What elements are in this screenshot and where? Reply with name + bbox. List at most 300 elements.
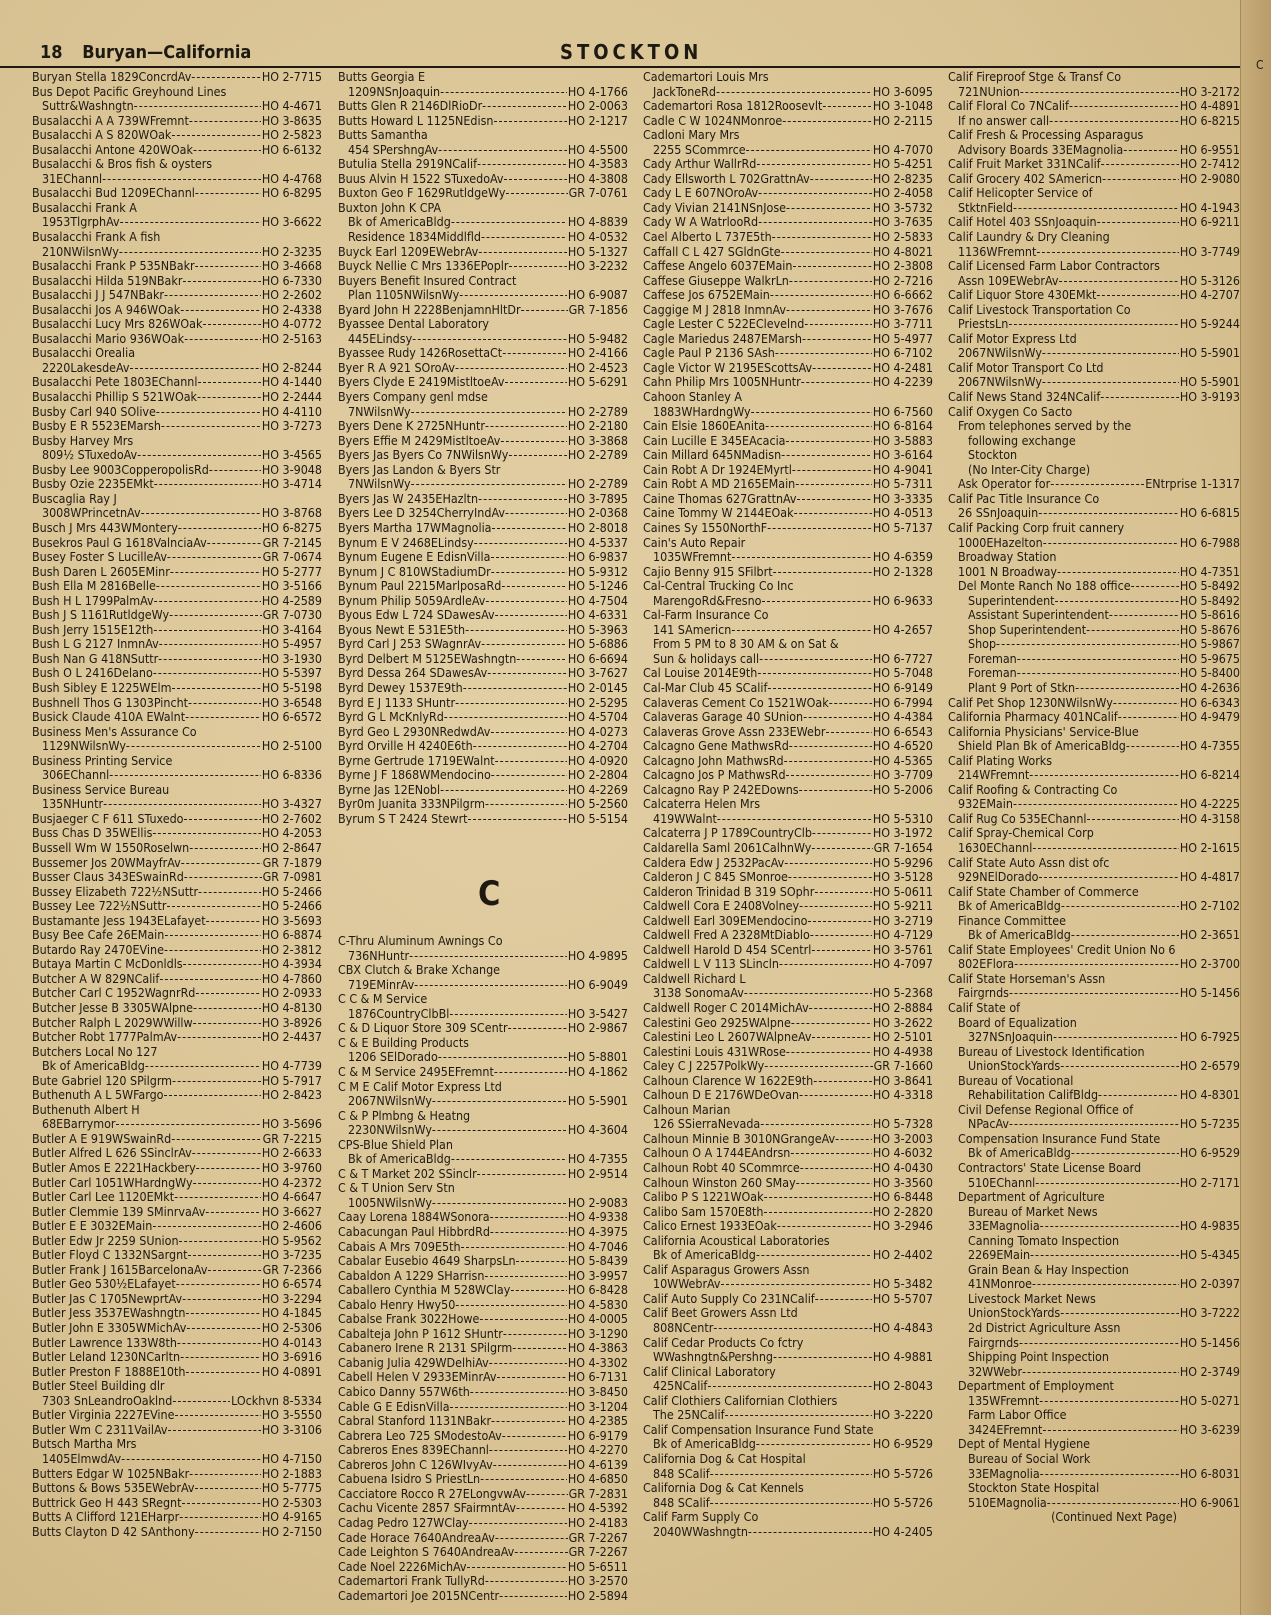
listing-name: Cade Leighton S 7640AndreaAv bbox=[338, 1545, 515, 1560]
listing-row bbox=[32, 390, 322, 405]
phone-number: HO 5-0611 bbox=[872, 884, 933, 899]
leader-dashes bbox=[141, 506, 261, 521]
listing-row bbox=[643, 361, 933, 376]
listing-row bbox=[643, 215, 933, 230]
listing-row bbox=[948, 390, 1240, 405]
leader-dashes bbox=[189, 841, 261, 856]
phone-number: HO 4-0273 bbox=[567, 724, 628, 739]
leader-dashes bbox=[189, 1467, 261, 1482]
listing-name: Byrd Orville H 4240E6th bbox=[338, 739, 473, 754]
listing-row bbox=[948, 870, 1240, 885]
listing-row bbox=[643, 172, 933, 187]
listing-heading: Business Printing Service bbox=[32, 753, 173, 768]
listing-heading: California Dog & Cat Hospital bbox=[643, 1451, 806, 1466]
phone-number: HO 5-9244 bbox=[1179, 317, 1240, 332]
listing-row bbox=[32, 1234, 322, 1249]
phone-number: HO 5-2777 bbox=[261, 564, 322, 579]
phone-number: HO 4-4843 bbox=[872, 1321, 933, 1336]
listing-name: Byrd Geo L 2930NRedwdAv bbox=[338, 724, 491, 739]
phone-number: HO 5-7137 bbox=[872, 520, 933, 535]
listing-name: Butler Lawrence 133W8th bbox=[32, 1335, 177, 1350]
phone-number: HO 4-4768 bbox=[261, 171, 322, 186]
leader-dashes bbox=[174, 1408, 260, 1423]
phone-number: HO 6-8031 bbox=[1179, 1466, 1240, 1481]
listing-heading: Grain Bean & Hay Inspection bbox=[968, 1262, 1129, 1277]
listing-name: Cacciatore Rocco R 27ELongvwAv bbox=[338, 1486, 526, 1501]
listing-name: Caballero Cynthia M 528WClay bbox=[338, 1283, 511, 1298]
listing-row bbox=[32, 637, 322, 652]
phone-number: HO 4-0772 bbox=[261, 317, 322, 332]
leader-dashes bbox=[767, 681, 871, 696]
listing-row bbox=[32, 128, 322, 143]
listing-row bbox=[338, 1327, 628, 1342]
listing-row bbox=[643, 1321, 933, 1336]
listing-name: Byous Edw L 724 SDawesAv bbox=[338, 608, 495, 623]
phone-number: HO 5-8616 bbox=[1179, 608, 1240, 623]
phone-number: HO 6-7994 bbox=[872, 695, 933, 710]
leader-dashes bbox=[781, 448, 872, 463]
listing-name: 214WFremnt bbox=[958, 768, 1030, 783]
listing-row bbox=[32, 608, 322, 623]
listing-row bbox=[643, 259, 933, 274]
phone-number: HO 5-8676 bbox=[1179, 622, 1240, 637]
listing-name: Calhoun Winston 260 SMay bbox=[643, 1175, 796, 1190]
leader-dashes bbox=[1040, 1467, 1179, 1482]
listing-name: Buyck Earl 1209EWebrAv bbox=[338, 244, 479, 259]
leader-dashes bbox=[784, 856, 872, 871]
listing-row bbox=[948, 85, 1240, 100]
listing-name: Calhoun Clarence W 1622E9th bbox=[643, 1073, 814, 1088]
listing-row bbox=[643, 754, 933, 769]
phone-number: HO 4-1440 bbox=[261, 375, 322, 390]
listing-name: Caldera Edw J 2532PacAv bbox=[643, 855, 785, 870]
phone-number: HO 4-4671 bbox=[261, 99, 322, 114]
phone-number: HO 4-2270 bbox=[567, 1443, 628, 1458]
phone-number: HO 3-7711 bbox=[872, 317, 933, 332]
phone-number: HO 2-3812 bbox=[261, 942, 322, 957]
leader-dashes bbox=[826, 725, 872, 740]
listing-heading: Buthenuth Albert H bbox=[32, 1102, 140, 1117]
phone-number: HO 2-3235 bbox=[261, 244, 322, 259]
phone-number: HO 3-7635 bbox=[872, 215, 933, 230]
listing-row bbox=[32, 885, 322, 900]
listing-name: Calico Ernest 1933EOak bbox=[643, 1219, 777, 1234]
listing-row bbox=[32, 579, 322, 594]
listing-row bbox=[32, 768, 322, 783]
leader-dashes bbox=[1100, 390, 1179, 405]
listing-row bbox=[338, 1341, 628, 1356]
listing-name: Butler Wm C 2311VailAv bbox=[32, 1422, 168, 1437]
phone-number: HO 4-7355 bbox=[567, 1152, 628, 1167]
listing-heading: Busalacchi Frank A fish bbox=[32, 230, 161, 245]
leader-dashes bbox=[477, 157, 567, 172]
listing-row bbox=[32, 70, 322, 85]
phone-number: HO 4-2636 bbox=[1179, 680, 1240, 695]
listing-row bbox=[32, 870, 322, 885]
listing-row bbox=[338, 375, 628, 390]
phone-number: HO 4-6647 bbox=[261, 1190, 322, 1205]
phone-number: HO 2-8423 bbox=[261, 1088, 322, 1103]
phone-number: HO 6-7560 bbox=[872, 404, 933, 419]
listing-row bbox=[32, 710, 322, 725]
leader-dashes bbox=[1017, 652, 1179, 667]
phone-number: HO 2-4166 bbox=[567, 346, 628, 361]
leader-dashes bbox=[134, 99, 261, 114]
listing-row bbox=[32, 1452, 322, 1467]
leader-dashes bbox=[469, 1516, 567, 1531]
listing-name: Caffese Angelo 6037EMain bbox=[643, 259, 793, 274]
listing-name: Byrd E J 1133 SHuntr bbox=[338, 695, 456, 710]
listing-row bbox=[338, 550, 628, 565]
leader-dashes bbox=[126, 739, 261, 754]
listing-name: Caggige M J 2818 InmnAv bbox=[643, 302, 787, 317]
leader-dashes bbox=[202, 317, 260, 332]
listing-heading: Calif Clinical Laboratory bbox=[643, 1364, 776, 1379]
listing-name: Cain Elsie 1860EAnita bbox=[643, 419, 766, 434]
phone-number: HO 6-9179 bbox=[567, 1428, 628, 1443]
leader-dashes bbox=[707, 1379, 871, 1394]
listing-name: Calestini Geo 2925WAlpne bbox=[643, 1015, 791, 1030]
listing-name: 510EMagnolia bbox=[968, 1495, 1047, 1510]
phone-number: HO 4-9165 bbox=[261, 1510, 322, 1525]
leader-dashes bbox=[788, 870, 872, 885]
phone-number: HO 2-9867 bbox=[567, 1021, 628, 1036]
phone-number: HO 2-8647 bbox=[261, 840, 322, 855]
listing-name: Plant 9 Port of Stkn bbox=[968, 680, 1076, 695]
leader-dashes bbox=[508, 1021, 567, 1036]
phone-number: HO 5-7048 bbox=[872, 666, 933, 681]
listing-name: 2040WWashngtn bbox=[653, 1524, 748, 1539]
listing-row bbox=[643, 521, 933, 536]
leader-dashes bbox=[799, 1088, 872, 1103]
leader-dashes bbox=[130, 361, 261, 376]
leader-dashes bbox=[171, 128, 260, 143]
listing-row bbox=[948, 99, 1240, 114]
listing-row bbox=[338, 1443, 628, 1458]
listing-row bbox=[32, 259, 322, 274]
listing-name: C & T Market 202 SSinclr bbox=[338, 1166, 477, 1181]
listing-row bbox=[948, 1146, 1240, 1161]
listing-name: Cade Noel 2226MichAv bbox=[338, 1559, 467, 1574]
listing-row bbox=[948, 594, 1240, 609]
listing-name: Butts Glen R 2146DlRioDr bbox=[338, 99, 483, 114]
phone-number: GR 7-2366 bbox=[262, 1262, 322, 1277]
listing-row bbox=[32, 594, 322, 609]
phone-number: HO 4-3158 bbox=[1179, 811, 1240, 826]
phone-number: HO 2-2820 bbox=[872, 1204, 933, 1219]
listing-row bbox=[32, 1263, 322, 1278]
listing-name: 135WFremnt bbox=[968, 1393, 1040, 1408]
leader-dashes bbox=[1038, 870, 1178, 885]
leader-dashes bbox=[195, 1525, 261, 1540]
leader-dashes bbox=[153, 666, 261, 681]
leader-dashes bbox=[490, 1225, 567, 1240]
phone-number: HO 4-4891 bbox=[1179, 99, 1240, 114]
listing-name: 1206 SElDorado bbox=[348, 1050, 438, 1065]
listing-name: Cagle Mariedus 2487EMarsh bbox=[643, 331, 802, 346]
listing-name: Calcagno Ray P 242EDowns bbox=[643, 782, 799, 797]
phone-number: HO 2-7150 bbox=[261, 1524, 322, 1539]
phone-number: HO 2-7602 bbox=[261, 811, 322, 826]
phone-number: GR 7-1660 bbox=[873, 1059, 933, 1074]
phone-number: GR 7-2831 bbox=[568, 1486, 628, 1501]
listing-row bbox=[338, 652, 628, 667]
leader-dashes bbox=[502, 346, 567, 361]
listing-name: Cabreros John C 126WIvyAv bbox=[338, 1457, 493, 1472]
listing-name: Bush Nan G 418NSuttr bbox=[32, 651, 159, 666]
leader-dashes bbox=[731, 623, 871, 638]
listing-name: Butts A Clifford 121EHarpr bbox=[32, 1510, 180, 1525]
listing-name: Butler Floyd C 1332NSargnt bbox=[32, 1248, 188, 1263]
listing-name: 33EMagnolia bbox=[968, 1219, 1040, 1234]
listing-row bbox=[948, 1496, 1240, 1511]
listing-row bbox=[643, 1074, 933, 1089]
listing-name: Butler Clemmie 139 SMinrvaAv bbox=[32, 1204, 206, 1219]
leader-dashes bbox=[731, 550, 871, 565]
listing-name: Bush J S 1161RutldgeWy bbox=[32, 608, 170, 623]
listing-row bbox=[948, 637, 1240, 652]
listing-row bbox=[643, 346, 933, 361]
leader-dashes bbox=[790, 1146, 871, 1161]
leader-dashes bbox=[516, 652, 567, 667]
edge-letter: C bbox=[1256, 58, 1264, 72]
phone-number: HO 3-5883 bbox=[872, 433, 933, 448]
phone-number: HO 5-4345 bbox=[1179, 1248, 1240, 1263]
listing-row bbox=[32, 1205, 322, 1220]
listing-row bbox=[948, 114, 1240, 129]
listing-name: If no answer call bbox=[958, 113, 1050, 128]
leader-dashes bbox=[1039, 1394, 1179, 1409]
leader-dashes bbox=[171, 681, 260, 696]
phone-number: HO 4-2704 bbox=[567, 739, 628, 754]
listing-row bbox=[338, 1516, 628, 1531]
leader-dashes bbox=[189, 114, 261, 129]
listing-heading: Dept of Mental Hygiene bbox=[958, 1437, 1091, 1452]
listing-row bbox=[32, 1306, 322, 1321]
leader-dashes bbox=[716, 85, 872, 100]
phone-number: HO 6-9633 bbox=[872, 593, 933, 608]
phone-number: HO 5-1327 bbox=[567, 244, 628, 259]
leader-dashes bbox=[761, 594, 871, 609]
leader-dashes bbox=[1098, 1088, 1179, 1103]
leader-dashes bbox=[484, 1269, 566, 1284]
listing-name: Cabais A Mrs 709E5th bbox=[338, 1239, 461, 1254]
phone-number: HO 4-2385 bbox=[567, 1414, 628, 1429]
listing-name: Calif News Stand 324NCalif bbox=[948, 390, 1101, 405]
listing-row bbox=[32, 797, 322, 812]
phone-number: HO 3-7222 bbox=[1179, 1306, 1240, 1321]
phone-number: HO 2-9083 bbox=[567, 1195, 628, 1210]
listing-row bbox=[32, 99, 322, 114]
phone-number: HO 3-3560 bbox=[872, 1175, 933, 1190]
phone-number: HO 4-7739 bbox=[261, 1059, 322, 1074]
header-left bbox=[40, 42, 251, 63]
directory-column-4 bbox=[948, 70, 1240, 1525]
phone-number: HO 2-5100 bbox=[261, 739, 322, 754]
phone-number: HO 2-2789 bbox=[567, 404, 628, 419]
listing-heading: Compensation Insurance Fund State bbox=[958, 1131, 1161, 1146]
listing-row bbox=[948, 957, 1240, 972]
listing-row bbox=[948, 245, 1240, 260]
listing-name: Calaveras Cement Co 1521WOak bbox=[643, 695, 829, 710]
leader-dashes bbox=[137, 448, 261, 463]
listing-name: 2067NWilsnWy bbox=[958, 375, 1042, 390]
listing-row bbox=[338, 245, 628, 260]
leader-dashes bbox=[803, 710, 872, 725]
listing-name: Calcagno Jos P MathwsRd bbox=[643, 768, 786, 783]
listing-name: 510EChannl bbox=[968, 1175, 1036, 1190]
leader-dashes bbox=[167, 550, 262, 565]
listing-row bbox=[338, 1414, 628, 1429]
listing-heading: Calif State Auto Assn dist ofc bbox=[948, 855, 1110, 870]
listing-name: Busalacchi Bud 1209EChannl bbox=[32, 186, 195, 201]
listing-row bbox=[338, 361, 628, 376]
phone-number: HO 5-7328 bbox=[872, 1117, 933, 1132]
listing-row bbox=[32, 245, 322, 260]
leader-dashes bbox=[185, 1306, 260, 1321]
phone-number: HO 2-5894 bbox=[567, 1588, 628, 1603]
listing-row bbox=[338, 1254, 628, 1269]
leader-dashes bbox=[1038, 506, 1179, 521]
listing-row bbox=[338, 1429, 628, 1444]
phone-number: HO 4-0532 bbox=[567, 230, 628, 245]
listing-name: 932EMain bbox=[958, 797, 1013, 812]
phone-number: HO 2-8244 bbox=[261, 360, 322, 375]
listing-heading: Bureau of Social Work bbox=[968, 1451, 1091, 1466]
listing-row bbox=[32, 1248, 322, 1263]
phone-number: HO 4-6032 bbox=[872, 1146, 933, 1161]
phone-number: HO 2-4437 bbox=[261, 1030, 322, 1045]
phone-number: HO 5-5198 bbox=[261, 680, 322, 695]
listing-row bbox=[32, 652, 322, 667]
listing-name: Cady L E 607NOroAv bbox=[643, 186, 759, 201]
listing-heading: (No Inter-City Charge) bbox=[968, 462, 1091, 477]
listing-heading: Butts Samantha bbox=[338, 128, 428, 143]
leader-dashes bbox=[185, 710, 261, 725]
leader-dashes bbox=[490, 1210, 567, 1225]
leader-dashes bbox=[169, 608, 262, 623]
listing-name: 210NWilsnWy bbox=[42, 244, 119, 259]
leader-dashes bbox=[414, 978, 567, 993]
leader-dashes bbox=[145, 1059, 261, 1074]
leader-dashes bbox=[411, 405, 567, 420]
listing-row bbox=[643, 986, 933, 1001]
listing-row bbox=[32, 143, 322, 158]
leader-dashes bbox=[1096, 288, 1178, 303]
phone-number: HO 4-7504 bbox=[567, 593, 628, 608]
listing-heading: C-Thru Aluminum Awnings Co bbox=[338, 934, 503, 949]
listing-row bbox=[643, 856, 933, 871]
listing-row bbox=[32, 1117, 322, 1132]
leader-dashes bbox=[491, 1414, 567, 1429]
listing-name: Caldwell Roger C 2014MichAv bbox=[643, 1001, 809, 1015]
phone-number: HO 6-9529 bbox=[872, 1437, 933, 1452]
listing-name: 26 SSnJoaquin bbox=[958, 506, 1039, 521]
phone-number: HO 4-6359 bbox=[872, 550, 933, 565]
leader-dashes bbox=[493, 114, 566, 129]
leader-dashes bbox=[177, 1336, 261, 1351]
phone-number: HO 3-5128 bbox=[872, 870, 933, 885]
listing-name: Caldwell Harold D 454 SCentrl bbox=[643, 942, 812, 957]
listing-name: 1136WFremnt bbox=[958, 244, 1037, 259]
phone-number: HO 4-1845 bbox=[261, 1306, 322, 1321]
listing-row bbox=[643, 1437, 933, 1452]
listing-name: 419WWalnt bbox=[653, 811, 717, 826]
listing-row bbox=[643, 405, 933, 420]
phone-number: HO 3-4327 bbox=[261, 797, 322, 812]
listing-name: Caffese Giuseppe WalkrLn bbox=[643, 273, 789, 288]
leader-dashes bbox=[1087, 812, 1179, 827]
listing-name: Cagle Lester C 522EClevelnd bbox=[643, 317, 805, 332]
phone-number: HO 2-0368 bbox=[567, 506, 628, 521]
listing-row bbox=[338, 1123, 628, 1138]
listing-heading: California Physicians' Service-Blue bbox=[948, 724, 1139, 739]
listing-name: 808NCentr bbox=[653, 1321, 714, 1336]
leader-dashes bbox=[482, 99, 567, 114]
leader-dashes bbox=[1069, 99, 1179, 114]
phone-number: HO 2-4402 bbox=[872, 1248, 933, 1263]
phone-number: HO 3-3335 bbox=[872, 491, 933, 506]
listing-name: Shop Superintendent bbox=[968, 622, 1087, 637]
leader-dashes bbox=[438, 1050, 567, 1065]
listing-row bbox=[948, 841, 1240, 856]
listing-row bbox=[338, 1240, 628, 1255]
listing-name: Busjaeger C F 611 STuxedo bbox=[32, 811, 184, 826]
leader-dashes bbox=[179, 1510, 261, 1525]
phone-number: HO 2-0145 bbox=[567, 680, 628, 695]
listing-row bbox=[948, 143, 1240, 158]
phone-number: HO 3-5696 bbox=[261, 1117, 322, 1132]
listing-name: Bush Ella M 2816Belle bbox=[32, 579, 156, 594]
listing-name: Bynum Philip 5059ArdleAv bbox=[338, 593, 486, 608]
listing-row bbox=[948, 928, 1240, 943]
leader-dashes bbox=[1029, 768, 1179, 783]
listing-row bbox=[643, 739, 933, 754]
listing-heading: Bus Depot Pacific Greyhound Lines bbox=[32, 84, 227, 99]
listing-name: Byers Effie M 2429MistltoeAv bbox=[338, 433, 501, 448]
phone-number: HO 4-9041 bbox=[872, 462, 933, 477]
phone-number: HO 4-9881 bbox=[872, 1350, 933, 1365]
phone-number: HO 3-5732 bbox=[872, 200, 933, 215]
phone-number: HO 2-0397 bbox=[1179, 1277, 1240, 1292]
listing-heading: Cal-Central Trucking Co Inc bbox=[643, 579, 794, 594]
listing-heading: Calif State Horseman's Assn bbox=[948, 971, 1106, 986]
listing-row bbox=[32, 972, 322, 987]
phone-number: HO 3-4164 bbox=[261, 622, 322, 637]
phone-number: HO 5-6291 bbox=[567, 375, 628, 390]
listing-name: 929NElDorado bbox=[958, 870, 1039, 885]
phone-number: HO 4-3318 bbox=[872, 1088, 933, 1103]
leader-dashes bbox=[1113, 696, 1179, 711]
phone-number: HO 3-7895 bbox=[567, 491, 628, 506]
phone-number: HO 4-4817 bbox=[1179, 870, 1240, 885]
listing-row bbox=[32, 506, 322, 521]
listing-name: 2269EMain bbox=[968, 1248, 1031, 1263]
leader-dashes bbox=[172, 1074, 261, 1089]
phone-number: HO 2-5295 bbox=[567, 695, 628, 710]
leader-dashes bbox=[179, 1234, 261, 1249]
listing-heading: From telephones served by the bbox=[958, 419, 1132, 434]
leader-dashes bbox=[1047, 1496, 1179, 1511]
phone-number: HO 5-9867 bbox=[1179, 637, 1240, 652]
leader-dashes bbox=[1040, 1219, 1179, 1234]
listing-name: 7303 SnLeandroOaklnd bbox=[42, 1393, 173, 1408]
listing-name: Calhoun Minnie B 3010NGrangeAv bbox=[643, 1131, 836, 1146]
leader-dashes bbox=[1071, 1146, 1179, 1161]
listing-name: The 25NCalif bbox=[653, 1408, 725, 1423]
listing-row bbox=[338, 1487, 628, 1502]
listing-row bbox=[338, 85, 628, 100]
